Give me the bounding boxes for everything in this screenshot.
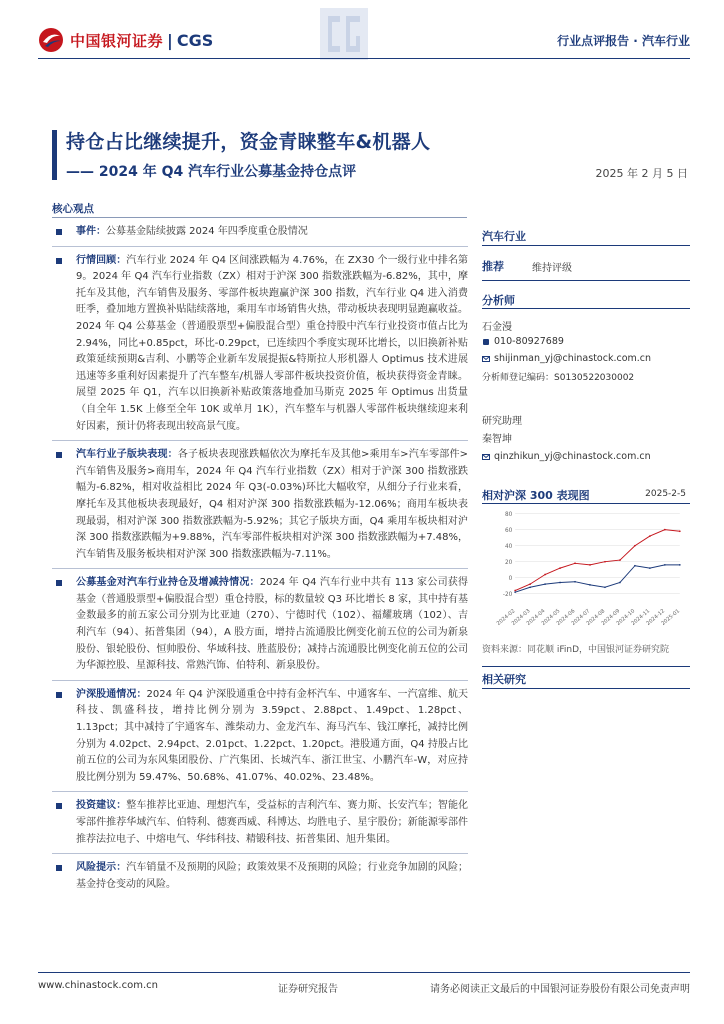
series-line-csi300: [515, 565, 680, 592]
series-line-auto: [515, 530, 680, 591]
data-point: [529, 583, 531, 585]
email-icon: [482, 355, 490, 363]
item-market-review: [52, 253, 468, 436]
data-point: [514, 591, 516, 593]
analyst-title: 分析师: [482, 294, 515, 307]
sidebar-rule: [482, 308, 690, 309]
analyst-email[interactable]: shijinman_yj@chinastock.com.cn: [494, 353, 652, 364]
data-point: [664, 529, 666, 531]
core-viewpoints: [52, 224, 468, 893]
item-text: 2024 年 Q4 汽车行业中共有 113 家公司获得基金（普通股票型+偏股混合型）重仓持股，标的数量较 Q3 环比增长 8 家，其中持有基金数最多的前五家公司分别为比亚迪（270）、宁德时代（102）、福耀玻璃（102）、吉利汽车（94）、拓普集团（94），A 股方面，增持占流通股比例变化前五位的公司为新泉股份、银轮股份、恒帅股份、华域科技、胜蓝股份；减持占流通股比例变化前五位的公司为华源控股、星源科技、常熟汽饰、伯特利、新泉股份。: [76, 577, 469, 672]
sidebar-rule: [482, 280, 690, 281]
y-tick-label: 60: [505, 528, 513, 535]
sidebar-rule: [482, 666, 690, 667]
item-subsector: [52, 447, 468, 563]
data-point: [634, 545, 636, 547]
report-date: 2025 年 2 月 5 日: [595, 167, 688, 180]
sidebar-rule: [482, 245, 690, 246]
item-stock-connect: [52, 687, 468, 787]
sidebar-industry: 汽车行业: [482, 230, 526, 243]
data-point: [649, 567, 651, 569]
header-divider: [38, 58, 690, 59]
bullet-icon: [56, 258, 62, 264]
data-point: [619, 582, 621, 584]
sidebar-rule: [482, 503, 690, 504]
data-point: [604, 561, 606, 563]
cgs-logo-icon: [38, 27, 64, 53]
item-heading: 沪深股通情况：: [76, 688, 147, 700]
report-subtitle: —— 2024 年 Q4 汽车行业公募基金持仓点评: [66, 164, 357, 180]
brand-logo: [38, 26, 213, 54]
title-accent-bar: [52, 130, 57, 180]
y-tick-label: 40: [505, 544, 513, 551]
bullet-icon: [56, 865, 62, 871]
item-risk-warning: [52, 860, 468, 893]
item-heading: 行情回顾：: [76, 254, 127, 266]
x-tick-label: 2025-01: [660, 608, 682, 627]
item-heading: 汽车行业子版块表现：: [76, 449, 178, 461]
data-point: [679, 530, 681, 532]
x-tick-label: 2024-07: [570, 608, 592, 627]
section-divider: [52, 568, 468, 569]
data-point: [529, 586, 531, 588]
footer-website[interactable]: www.chinastock.com.cn: [38, 980, 158, 991]
footer-center: 证券研究报告: [278, 984, 338, 995]
footer-disclaimer: 请务必阅读正文最后的中国银河证券股份有限公司免责声明: [430, 984, 690, 995]
item-text: 汽车销量不及预期的风险；政策效果不及预期的风险；行业竞争加剧的风险；基金持仓变动的风险。: [76, 862, 469, 890]
x-tick-label: 2024-12: [645, 608, 667, 627]
item-text: 公募基金陆续披露 2024 年四季度重仓股情况: [106, 226, 308, 237]
item-investment-advice: [52, 798, 468, 848]
report-type: 行业点评报告 · 汽车行业: [557, 34, 690, 48]
relative-performance-chart: [482, 506, 690, 640]
section-divider: [52, 680, 468, 681]
footer-divider: [38, 972, 690, 973]
chart-date: 2025-2-5: [645, 489, 686, 499]
bullet-icon: [56, 692, 62, 698]
analyst-name: 石金漫: [482, 322, 512, 333]
y-tick-label: 80: [505, 512, 513, 519]
x-tick-label: 2024-11: [630, 608, 652, 627]
data-point: [589, 584, 591, 586]
analyst-phone-row: [482, 336, 690, 347]
data-point: [514, 590, 516, 592]
related-research-title: 相关研究: [482, 673, 526, 686]
bullet-icon: [56, 580, 62, 586]
brand-separator: |: [167, 30, 173, 50]
data-point: [649, 535, 651, 537]
y-tick-label: 20: [505, 560, 513, 567]
item-text: 汽车行业 2024 年 Q4 区间涨跌幅为 4.76%，在 ZX30 个一级行业中排名第 9。2024 年 Q4 汽车行业指数（ZX）相对于沪深 300 指数涨跌幅为-6.82%，其中，摩托车及其他，汽车销售及服务、零部件板块跑赢沪深 300 指数，汽车行业 Q4 进入消费旺季，叠加地方置换补贴陆续落地，乘用车市场销售火热，带动板块表现明显跑赢收益。2024 年 Q4 公募基金（普通股票型+偏股混合型）重仓持股中汽车行业投资市值占比为 2.94%，同比+0.85pct，环比-0.29pct，已连续四个季度实现环比增长，以旧换新补贴政策延续预期&吉利、小鹏等企业新车发展提振&特斯拉人形机器人 Optimus 技术进展迅速等多重利好因素提升了汽车整车/机器人零部件板块投资价值，板块获得资金青睐。展望 2025 年 Q1，汽车以旧换新补贴政策落地叠加马斯克 2025 年 Optimus 出货量（自全年 1.5K 上修至全年 10K 或单月 1K），汽车整车与机器人零部件板块继续迎来利好因素，预计仍将表现出较高景气度。: [76, 254, 468, 432]
item-text: 整车推荐比亚迪、理想汽车，受益标的吉利汽车、赛力斯、长安汽车；智能化零部件推荐华域汽车、伯特利、德赛西威、科博达、均胜电子、星宇股份；新能源零部件推荐法拉电子、中熔电气、华纬科技、精锻科技、拓普集团、旭升集团。: [76, 800, 469, 845]
data-point: [589, 564, 591, 566]
analyst-cert: 分析师登记编码：S0130522030002: [482, 373, 635, 383]
item-heading: 事件：: [76, 226, 106, 237]
email-icon: [482, 453, 490, 461]
data-point: [544, 583, 546, 585]
rating-key: 推荐: [482, 260, 504, 273]
core-divider: [52, 217, 467, 218]
analyst-phone: 010-80927689: [494, 336, 564, 347]
data-point: [634, 565, 636, 567]
x-tick-label: 2024-09: [600, 608, 622, 627]
item-text: 各子板块表现涨跌幅依次为摩托车及其他>乘用车>汽车零部件>汽车销售及服务>商用车，2024 年 Q4 汽车行业指数（ZX）相对于沪深 300 指数涨跌幅为-6.82%，相对收益相比 2024 年 Q3(-0.03%)环比大幅收窄，从细分子行业来看，摩托车及其他板块表现最好，Q4 相对沪深 300 指数涨跌幅为-12.06%；商用车板块表现最弱，相对沪深 300 指数涨跌幅为-5.92%；其它子版块方面，Q4 乘用车板块相对沪深 300 指数涨跌幅为+9.88%，汽车零部件板块相对沪深 300 指数涨跌幅为+7.48%，汽车销售及服务板块相对沪深 300 指数涨跌幅为-7.11%。: [76, 449, 469, 560]
assistant-title: 研究助理: [482, 416, 522, 427]
chart-title: 相对沪深 300 表现图: [482, 489, 590, 502]
core-viewpoints-label: 核心观点: [52, 203, 94, 215]
bullet-icon: [56, 452, 62, 458]
assistant-name: 秦智坤: [482, 434, 512, 445]
bullet-icon: [56, 803, 62, 809]
y-tick-label: 0: [508, 576, 513, 583]
data-point: [664, 564, 666, 566]
assistant-email[interactable]: qinzhikun_yj@chinastock.com.cn: [494, 451, 651, 462]
x-tick-label: 2024-06: [555, 608, 577, 627]
analyst-email-row: [482, 353, 690, 364]
data-point: [619, 559, 621, 561]
report-title: 持仓占比继续提升，资金青睐整车&机器人: [66, 131, 431, 153]
chart-source: 资料来源：同花顺 iFinD，中国银河证券研究院: [482, 645, 670, 655]
item-heading: 风险提示：: [76, 862, 127, 874]
data-point: [574, 581, 576, 583]
data-point: [559, 582, 561, 584]
phone-icon: [482, 338, 490, 346]
data-point: [559, 567, 561, 569]
data-point: [604, 586, 606, 588]
assistant-email-row: [482, 451, 690, 462]
section-divider: [52, 853, 468, 854]
section-divider: [52, 246, 468, 247]
x-tick-label: 2024-05: [540, 608, 562, 627]
bullet-icon: [56, 229, 62, 235]
data-point: [679, 564, 681, 566]
sidebar-rule: [482, 688, 690, 689]
rating-value: 维持评级: [532, 262, 572, 274]
item-heading: 投资建议：: [76, 800, 127, 812]
item-event: [52, 224, 468, 241]
x-tick-label: 2024-04: [525, 608, 547, 627]
x-tick-label: 2024-02: [495, 608, 517, 627]
section-divider: [52, 440, 468, 441]
section-divider: [52, 791, 468, 792]
y-tick-label: -20: [502, 592, 513, 599]
item-text: 2024 年 Q4 沪深股通重仓中持有金杯汽车、中通客车、一汽富维、航天科技、凯盛科技，增持比例分别为 3.59pct、2.88pct、1.49pct、1.28pct、1.13pct；其中减持了宇通客车、潍柴动力、金龙汽车、海马汽车、钱江摩托，减持比例分别为 4.02pct、2.94pct、2.01pct、1.22pct、1.20pct。港股通方面，Q4 持股占比前五位的公司为东风集团股份、广汽集团、长城汽车、浙江世宝、小鹏汽车-W，对应持股比例分别为 59.47%、50.68%、41.07%、40.02%、23.48%。: [76, 688, 469, 783]
data-point: [544, 574, 546, 576]
rating-row: [482, 258, 690, 274]
cgs-watermark-icon: [318, 6, 370, 62]
item-heading: 公募基金对汽车行业持仓及增减持情况：: [76, 577, 260, 589]
item-fund-holdings: [52, 575, 468, 675]
data-point: [574, 562, 576, 564]
brand-name-cn: 中国银河证券: [70, 31, 164, 50]
brand-name-en: CGS: [176, 30, 214, 50]
x-tick-label: 2024-08: [585, 608, 607, 627]
x-tick-label: 2024-10: [615, 608, 637, 627]
x-tick-label: 2024-03: [510, 608, 532, 627]
